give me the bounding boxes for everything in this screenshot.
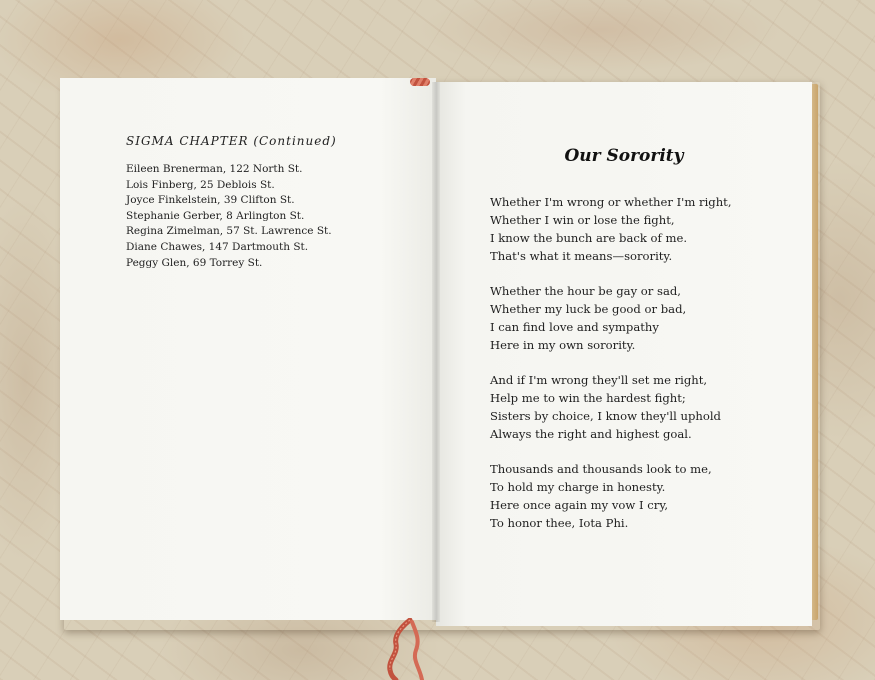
poem-line: To honor thee, Iota Phi.	[490, 516, 629, 530]
poem-line: Whether I win or lose the fight,	[490, 213, 675, 227]
member-entry: Joyce Finkelstein, 39 Clifton St.	[126, 194, 295, 207]
binding-cord-top	[410, 78, 430, 86]
stanza-1	[490, 193, 732, 265]
poem-title: Our Sorority	[564, 146, 684, 166]
member-entry: Stephanie Gerber, 8 Arlington St.	[126, 209, 305, 222]
poem-line: Thousands and thousands look to me,	[490, 462, 712, 476]
poem-line: Whether I'm wrong or whether I'm right,	[490, 195, 732, 209]
poem-line: Sisters by choice, I know they'll uphold	[490, 409, 721, 423]
poem-line: Help me to win the hardest fight;	[490, 391, 686, 405]
member-entry: Diane Chawes, 147 Dartmouth St.	[126, 240, 309, 253]
poem-line: Whether my luck be good or bad,	[490, 302, 687, 316]
member-entry: Regina Zimelman, 57 St. Lawrence St.	[126, 225, 332, 238]
stanza-3	[490, 371, 732, 443]
poem-line: Here once again my vow I cry,	[490, 498, 669, 512]
poem-line: Whether the hour be gay or sad,	[490, 284, 681, 298]
poem-line: And if I'm wrong they'll set me right,	[490, 373, 708, 387]
poem-line: I can find love and sympathy	[490, 320, 659, 334]
member-entry: Peggy Glen, 69 Torrey St.	[126, 256, 263, 269]
chapter-heading: SIGMA CHAPTER (Continued)	[126, 134, 337, 148]
poem-line: I know the bunch are back of me.	[490, 231, 688, 245]
poem-line: Here in my own sorority.	[490, 338, 636, 352]
poem	[490, 193, 732, 549]
poem-line: That's what it means—sorority.	[490, 249, 673, 263]
binding-cord-tassel	[386, 618, 426, 680]
member-list	[126, 162, 332, 271]
poem-line: Always the right and highest goal.	[490, 427, 692, 441]
stanza-4	[490, 460, 732, 532]
left-page	[60, 78, 436, 620]
stanza-2	[490, 282, 732, 354]
member-entry: Lois Finberg, 25 Deblois St.	[126, 178, 275, 191]
poem-line: To hold my charge in honesty.	[490, 480, 666, 494]
member-entry: Eileen Brenerman, 122 North St.	[126, 163, 303, 175]
